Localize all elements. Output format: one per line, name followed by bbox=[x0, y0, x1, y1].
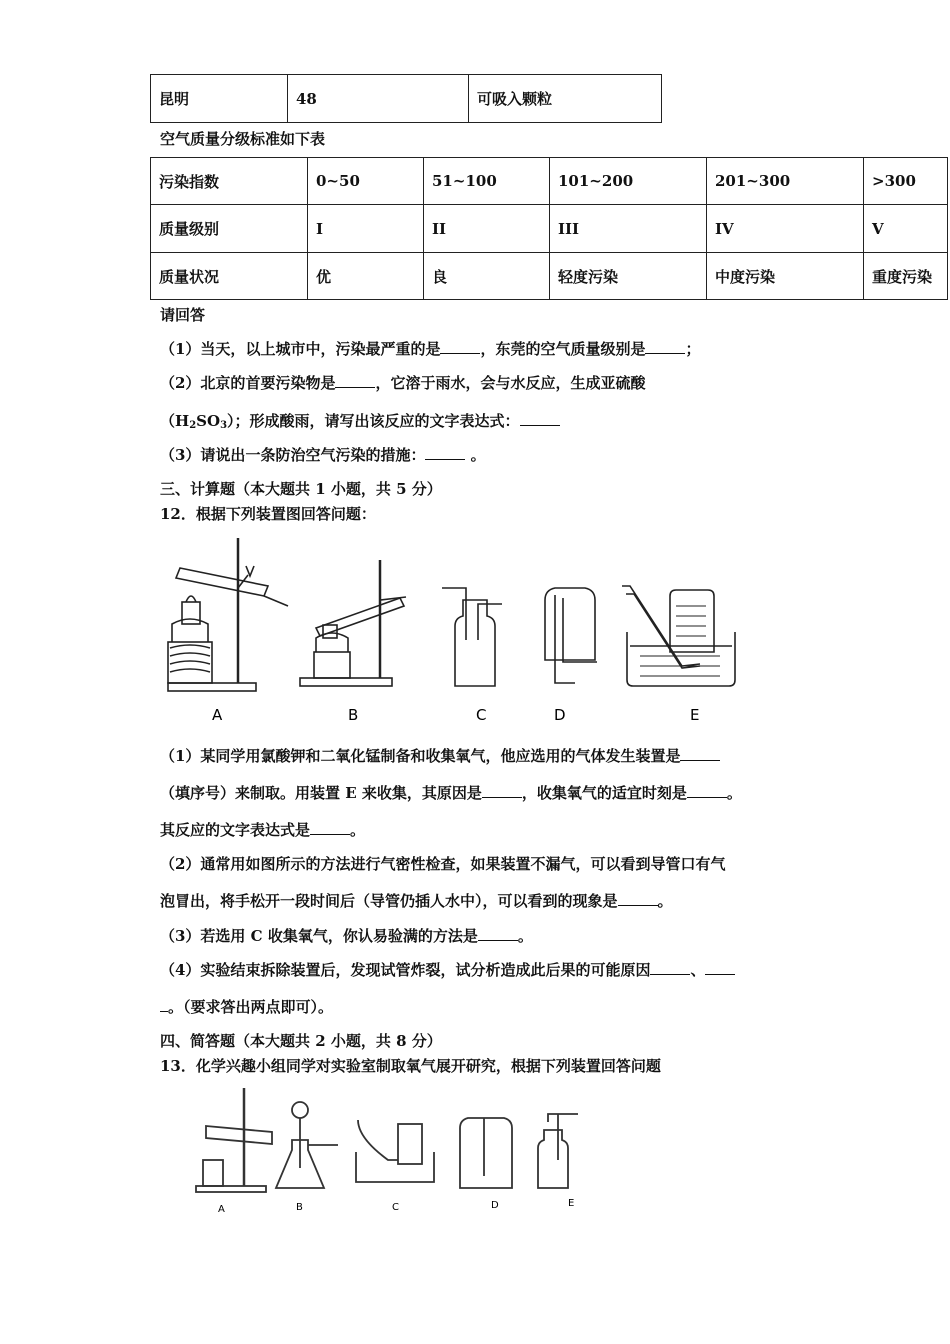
table-cell: 良 bbox=[424, 253, 550, 300]
row-header: 质量级别 bbox=[151, 205, 308, 253]
figure-label: B bbox=[348, 706, 359, 724]
apparatus-d bbox=[460, 1118, 512, 1188]
q11-part2: （2）北京的首要污染物是 ，它溶于雨水，会与水反应，生成亚硫酸 bbox=[160, 374, 646, 392]
figure-label: C bbox=[392, 1202, 399, 1213]
q12-part2-cont: 泡冒出，将手松开一段时间后（导管仍插人水中），可以看到的现象是 。 bbox=[160, 892, 673, 910]
apparatus-a bbox=[168, 538, 288, 691]
table-row bbox=[151, 253, 948, 300]
answer-blank[interactable] bbox=[482, 782, 522, 798]
figure-label: D bbox=[554, 706, 566, 724]
row-header: 质量状况 bbox=[151, 253, 308, 300]
apparatus-d bbox=[545, 588, 597, 683]
q12-part4-cont: 。（要求答出两点即可）。 bbox=[160, 996, 333, 1017]
city-cell: 昆明 bbox=[151, 75, 288, 123]
apparatus-e bbox=[622, 586, 735, 686]
table-cell: IV bbox=[707, 205, 864, 253]
answer-blank[interactable] bbox=[520, 410, 560, 426]
table-cell: I bbox=[308, 205, 424, 253]
answer-blank[interactable] bbox=[645, 338, 685, 354]
figure-label: C bbox=[476, 706, 487, 724]
figure-label: A bbox=[218, 1204, 225, 1215]
standard-caption: 空气质量分级标准如下表 bbox=[160, 130, 326, 148]
apparatus-a bbox=[196, 1088, 272, 1192]
figure-label: B bbox=[296, 1202, 303, 1213]
answer-blank[interactable] bbox=[618, 890, 658, 906]
table-cell: >300 bbox=[864, 158, 948, 205]
section-4-heading: 四、简答题（本大题共 2 小题，共 8 分） bbox=[160, 1032, 442, 1050]
table-cell: 201~300 bbox=[707, 158, 864, 205]
apparatus-b bbox=[276, 1102, 338, 1188]
table-cell: 中度污染 bbox=[707, 253, 864, 300]
table-cell: V bbox=[864, 205, 948, 253]
answer-prompt: 请回答 bbox=[160, 306, 206, 324]
figure-label: A bbox=[212, 706, 223, 724]
answer-blank[interactable] bbox=[335, 372, 375, 388]
q12-title: 12．根据下列装置图回答问题： bbox=[160, 505, 376, 523]
answer-blank[interactable] bbox=[310, 819, 350, 835]
answer-blank[interactable] bbox=[425, 444, 465, 460]
section-3-heading: 三、计算题（本大题共 1 小题，共 5 分） bbox=[160, 480, 442, 498]
q12-part1: （1）某同学用氯酸钾和二氧化锰制备和收集氧气，他应选用的气体发生装置是 bbox=[160, 745, 720, 766]
table-cell: II bbox=[424, 205, 550, 253]
table-cell: 优 bbox=[308, 253, 424, 300]
table-cell: III bbox=[550, 205, 707, 253]
table-cell: 51~100 bbox=[424, 158, 550, 205]
answer-blank[interactable] bbox=[440, 338, 480, 354]
answer-blank[interactable] bbox=[478, 925, 518, 941]
q13-title: 13．化学兴趣小组同学对实验室制取氧气展开研究，根据下列装置回答问题 bbox=[160, 1057, 661, 1075]
pollutant-cell: 可吸入颗粒 bbox=[469, 75, 662, 123]
q13-apparatus-figure bbox=[0, 1080, 950, 1220]
q12-part1-cont: （填序号）来制取。用装置 E 来收集，其原因是 ，收集氧气的适宜时刻是 。 bbox=[160, 784, 742, 802]
table-row bbox=[151, 205, 948, 253]
table-cell: 0~50 bbox=[308, 158, 424, 205]
answer-blank[interactable] bbox=[160, 996, 168, 1012]
apparatus-c bbox=[442, 588, 502, 686]
answer-blank[interactable] bbox=[680, 745, 720, 761]
q11-part3: （3）请说出一条防治空气污染的措施： 。 bbox=[160, 446, 486, 464]
table-cell: 101~200 bbox=[550, 158, 707, 205]
table-cell: 轻度污染 bbox=[550, 253, 707, 300]
apparatus-b bbox=[300, 560, 406, 686]
q12-part3: （3）若选用 C 收集氧气，你认易验满的方法是 。 bbox=[160, 927, 533, 945]
row-header: 污染指数 bbox=[151, 158, 308, 205]
figure-label: E bbox=[690, 706, 700, 724]
table-row bbox=[151, 158, 948, 205]
q11-part1: （1）当天，以上城市中，污染最严重的是 ，东莞的空气质量级别是 ； bbox=[160, 340, 701, 358]
q12-part2: （2）通常用如图所示的方法进行气密性检查，如果装置不漏气，可以看到导管口有气 bbox=[160, 855, 726, 873]
q11-part2-cont: $(H_2SO_3)$；形成酸雨，请写出该反应的文字表达式： bbox=[160, 410, 560, 431]
q12-part4: （4）实验结束拆除装置后，发现试管炸裂，试分析造成此后果的可能原因 、 bbox=[160, 959, 735, 980]
q12-apparatus-figure bbox=[0, 530, 950, 730]
grade-table bbox=[150, 157, 948, 300]
city-table bbox=[150, 74, 662, 123]
figure-label: E bbox=[568, 1198, 575, 1209]
answer-blank[interactable] bbox=[705, 959, 735, 975]
apparatus-c bbox=[356, 1120, 434, 1182]
figure-label: D bbox=[491, 1200, 499, 1211]
table-cell: 重度污染 bbox=[864, 253, 948, 300]
q12-part1-expr: 其反应的文字表达式是 。 bbox=[160, 821, 366, 839]
answer-blank[interactable] bbox=[650, 959, 690, 975]
index-cell: 48 bbox=[288, 75, 469, 123]
apparatus-e bbox=[538, 1114, 578, 1188]
answer-blank[interactable] bbox=[687, 782, 727, 798]
